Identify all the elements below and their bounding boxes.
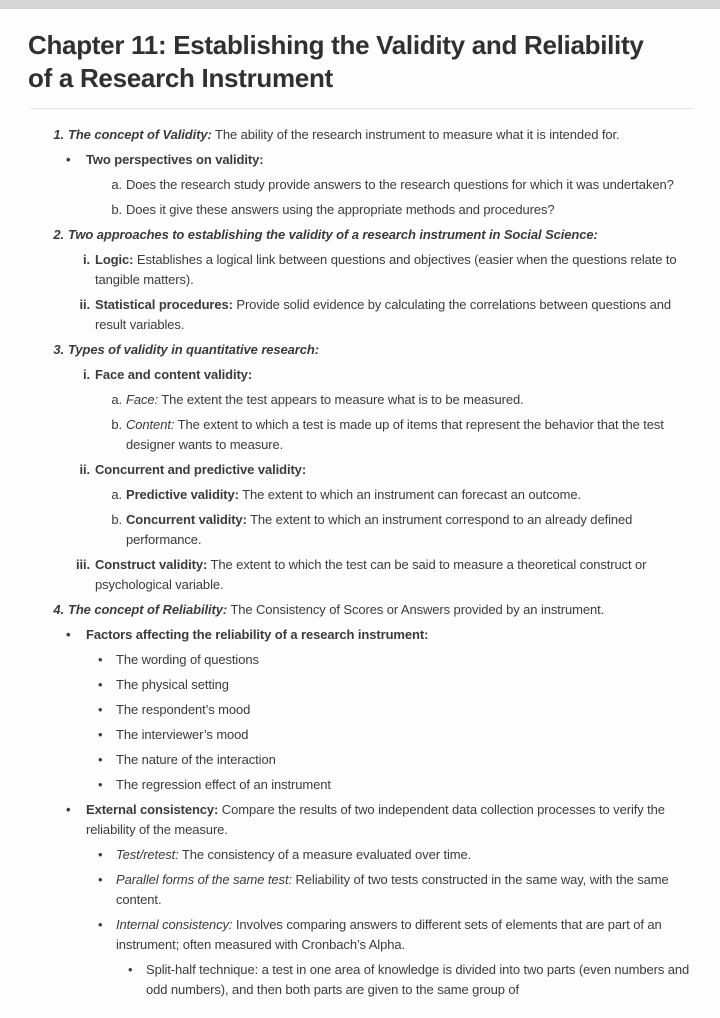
- list-marker: b.: [111, 417, 122, 432]
- outline: [28, 125, 692, 1000]
- outline-item: [28, 225, 692, 245]
- outline-item-text: Two perspectives on validity:: [86, 152, 264, 167]
- outline-item-text: The physical setting: [116, 677, 229, 692]
- outline-item-text: Types of validity in quantitative research:: [68, 342, 319, 357]
- list-marker: 2.: [53, 227, 64, 242]
- bullet-marker: •: [98, 752, 103, 767]
- outline-item: [28, 650, 692, 670]
- outline-item: [28, 125, 692, 145]
- list-marker: iii.: [75, 557, 90, 572]
- bullet-marker: •: [98, 652, 103, 667]
- outline-item: [28, 625, 692, 645]
- bullet-marker: •: [98, 847, 103, 862]
- outline-item: [28, 415, 692, 455]
- outline-item-text: The concept of Reliability: The Consistency of Scores or Answers provided by an instrument.: [68, 602, 605, 617]
- outline-item-text: The interviewer’s mood: [116, 727, 249, 742]
- outline-item: [28, 775, 692, 795]
- outline-item-text: External consistency: Compare the results of two independent data collection processes to verify the reliability of the measure.: [86, 802, 665, 837]
- page-title: [28, 29, 692, 95]
- list-marker: 1.: [53, 127, 64, 142]
- outline-item: [28, 200, 692, 220]
- outline-item-text: Does it give these answers using the appropriate methods and procedures?: [126, 202, 555, 217]
- bullet-marker: •: [98, 777, 103, 792]
- page-title-line-1: Chapter 11: Establishing the Validity and Reliability: [28, 30, 644, 60]
- outline-item: [28, 870, 692, 910]
- outline-item-text: Construct validity: The extent to which the test can be said to measure a theoretical construct or psychological variable.: [95, 557, 647, 592]
- outline-item-text: Test/retest: The consistency of a measure evaluated over time.: [116, 847, 472, 862]
- outline-item-text: Factors affecting the reliability of a research instrument:: [86, 627, 429, 642]
- outline-item-text: The concept of Validity: The ability of the research instrument to measure what it is intended for.: [68, 127, 620, 142]
- list-marker: a.: [111, 487, 122, 502]
- outline-item: [28, 700, 692, 720]
- bullet-marker: •: [66, 627, 71, 642]
- list-marker: i.: [82, 367, 90, 382]
- list-marker: ii.: [79, 462, 90, 477]
- outline-item: [28, 915, 692, 955]
- page-title-line-2: of a Research Instrument: [28, 63, 333, 93]
- outline-item-text: The regression effect of an instrument: [116, 777, 331, 792]
- outline-item-text: Concurrent and predictive validity:: [95, 462, 307, 477]
- title-divider: [30, 108, 692, 109]
- outline-item: [28, 750, 692, 770]
- outline-item-text: Two approaches to establishing the validity of a research instrument in Social Science:: [68, 227, 598, 242]
- outline-item: [28, 845, 692, 865]
- list-marker: a.: [111, 392, 122, 407]
- list-marker: i.: [82, 252, 90, 267]
- outline-item: [28, 600, 692, 620]
- bullet-marker: •: [98, 872, 103, 887]
- list-marker: b.: [111, 202, 122, 217]
- outline-item: [28, 340, 692, 360]
- bullet-marker: •: [66, 802, 71, 817]
- outline-item: [28, 725, 692, 745]
- list-marker: 3.: [53, 342, 64, 357]
- outline-item: [28, 510, 692, 550]
- outline-item-text: Logic: Establishes a logical link between questions and objectives (easier when the questions relate to tangible matters).: [95, 252, 677, 287]
- bullet-marker: •: [98, 727, 103, 742]
- outline-item-text: Content: The extent to which a test is made up of items that represent the behavior that the test designer wants to measure.: [126, 417, 664, 452]
- document-page: [0, 9, 720, 1000]
- outline-item-text: Split-half technique: a test in one area of knowledge is divided into two parts (even numbers and odd numbers), and then both parts are given to the same group of: [146, 962, 690, 997]
- outline-item: [28, 555, 692, 595]
- outline-item: [28, 960, 692, 1000]
- outline-item: [28, 390, 692, 410]
- outline-item: [28, 295, 692, 335]
- list-marker: b.: [111, 512, 122, 527]
- outline-item-text: The wording of questions: [116, 652, 259, 667]
- outline-item: [28, 460, 692, 480]
- outline-item-text: Predictive validity: The extent to which an instrument can forecast an outcome.: [126, 487, 582, 502]
- outline-item-text: Internal consistency: Involves comparing answers to different sets of elements that are part of an instrument; often measured with Cronbach’s Alpha.: [116, 917, 662, 952]
- outline-item-text: The respondent’s mood: [116, 702, 251, 717]
- outline-item-text: Does the research study provide answers to the research questions for which it was undertaken?: [126, 177, 674, 192]
- list-marker: a.: [111, 177, 122, 192]
- outline-item: [28, 800, 692, 840]
- outline-item-text: Face and content validity:: [95, 367, 253, 382]
- outline-item: [28, 675, 692, 695]
- outline-item-text: The nature of the interaction: [116, 752, 276, 767]
- bullet-marker: •: [128, 962, 133, 977]
- outline-item: [28, 150, 692, 170]
- bullet-marker: •: [98, 917, 103, 932]
- outline-item: [28, 175, 692, 195]
- top-strip: [0, 0, 720, 9]
- bullet-marker: •: [98, 702, 103, 717]
- outline-item-text: Concurrent validity: The extent to which an instrument correspond to an already defined performance.: [126, 512, 633, 547]
- bullet-marker: •: [66, 152, 71, 167]
- outline-item: [28, 250, 692, 290]
- list-marker: ii.: [79, 297, 90, 312]
- list-marker: 4.: [53, 602, 64, 617]
- outline-item: [28, 365, 692, 385]
- outline-item-text: Face: The extent the test appears to measure what is to be measured.: [126, 392, 524, 407]
- outline-item: [28, 485, 692, 505]
- outline-item-text: Parallel forms of the same test: Reliability of two tests constructed in the same way, with the same content.: [116, 872, 669, 907]
- bullet-marker: •: [98, 677, 103, 692]
- outline-item-text: Statistical procedures: Provide solid evidence by calculating the correlations between questions and result variables.: [95, 297, 672, 332]
